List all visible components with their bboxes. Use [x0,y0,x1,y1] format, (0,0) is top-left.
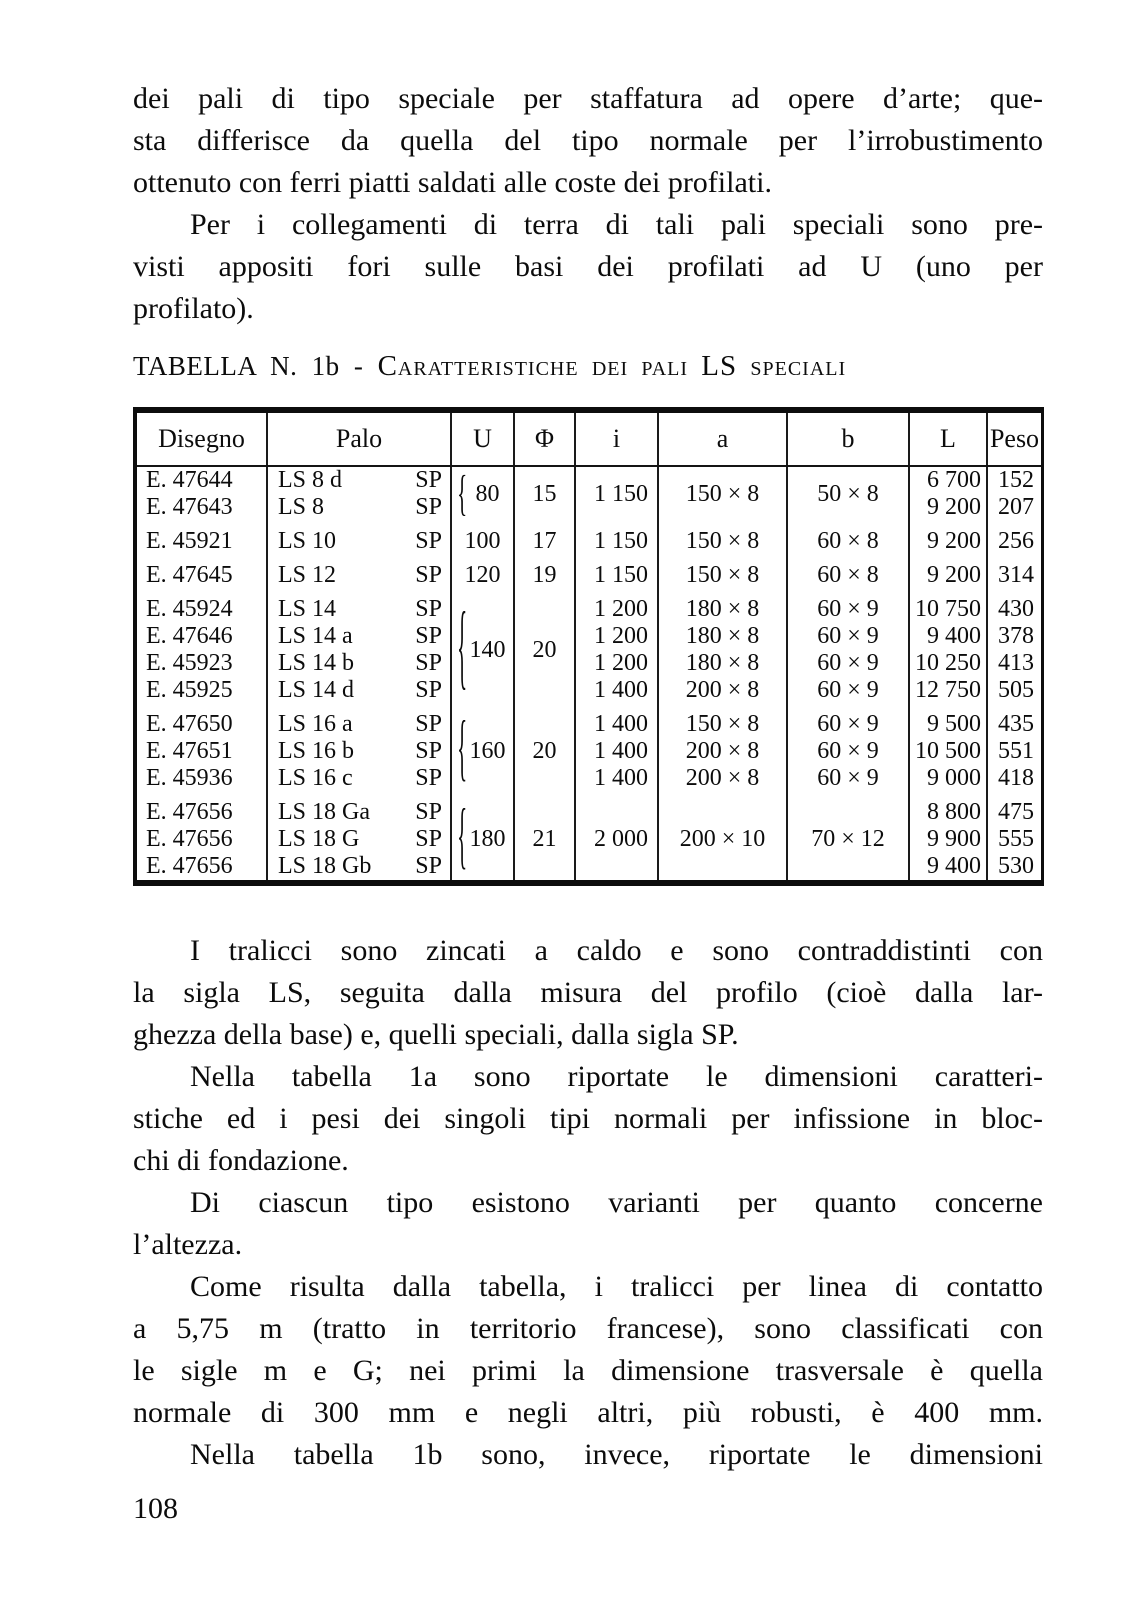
text-line: Nella tabella 1a sono riportate le dimensioni caratteri- [190,1060,1043,1093]
palo-name: LS 18 G [278,826,360,852]
cell-palo [267,623,451,650]
brace-icon: { [457,707,468,789]
header-i: i [575,413,658,466]
table-row [137,677,1041,704]
palo-name: LS 14 [278,596,337,622]
text-line: l’altezza. [133,1228,243,1261]
cell-palo [267,826,451,853]
header-u: U [451,413,514,466]
u-value: 160 [469,738,506,764]
table-caption-separator: - [353,351,364,381]
cell-peso: 475 [987,792,1041,826]
cell-peso: 505 [987,677,1041,704]
cell-b: 60 × 9 [787,650,909,677]
cell-palo [267,555,451,589]
palo-sp: SP [415,528,442,554]
cell-u [451,466,514,521]
cell-phi: 20 [514,589,575,704]
cell-peso: 430 [987,589,1041,623]
palo-sp: SP [415,711,442,737]
cell-u: 100 [451,521,514,555]
table-row [137,623,1041,650]
palo-name: LS 8 [278,494,325,520]
header-b: b [787,413,909,466]
paragraph-3 [133,930,1043,1056]
paragraph-7 [133,1434,1043,1476]
cell-b: 60 × 9 [787,677,909,704]
characteristics-table [133,407,1044,886]
cell-l: 8 800 [909,792,987,826]
palo-sp: SP [415,677,442,703]
palo-name: LS 16 a [278,711,353,737]
cell-b: 60 × 9 [787,738,909,765]
cell-l: 9 200 [909,555,987,589]
u-value: 80 [475,480,500,507]
cell-peso: 418 [987,765,1041,792]
table-caption [133,350,1043,383]
text-line: I tralicci sono zincati a caldo e sono contraddistinti con [190,934,1043,967]
text-line: le sigle m e G; nei primi la dimensione trasversale è quella [133,1354,1043,1387]
cell-peso: 530 [987,853,1041,880]
cell-peso: 152 [987,466,1041,494]
palo-sp: SP [415,596,442,622]
cell-l: 9 500 [909,704,987,738]
cell-b: 60 × 9 [787,765,909,792]
text-line: chi di fondazione. [133,1144,349,1177]
cell-i: 1 400 [575,677,658,704]
cell-a: 150 × 8 [658,555,787,589]
cell-disegno: E. 45923 [146,650,233,676]
cell-a: 200 × 8 [658,738,787,765]
text-line: sta differisce da quella del tipo normale per l’irrobustimento [133,124,1043,157]
cell-phi: 17 [514,521,575,555]
cell-l: 10 750 [909,589,987,623]
table-row [137,765,1041,792]
body-text-top [133,78,1043,330]
header-l: L [909,413,987,466]
cell-palo [267,650,451,677]
palo-sp: SP [415,765,442,791]
text-line: profilato). [133,292,254,325]
cell-b: 60 × 9 [787,704,909,738]
cell-peso: 256 [987,521,1041,555]
table-caption-label: TABELLA N. 1b [133,351,340,381]
header-a: a [658,413,787,466]
page-number: 108 [133,1492,178,1525]
cell-disegno: E. 47651 [146,738,233,764]
table-row [137,555,1041,589]
cell-b: 50 × 8 [787,466,909,521]
text-line: Di ciascun tipo esistono varianti per quanto concerne [190,1186,1043,1219]
cell-a: 200 × 10 [658,792,787,880]
cell-i: 1 150 [575,555,658,589]
cell-i: 1 400 [575,704,658,738]
cell-l: 9 900 [909,826,987,853]
text-line: dei pali di tipo speciale per staffatura ad opere d’arte; que- [133,82,1043,115]
cell-l: 10 250 [909,650,987,677]
cell-i: 1 150 [575,521,658,555]
table [137,413,1041,880]
cell-a: 150 × 8 [658,704,787,738]
table-row [137,738,1041,765]
cell-a: 200 × 8 [658,765,787,792]
cell-palo [267,466,451,494]
palo-sp: SP [415,467,442,493]
cell-palo [267,765,451,792]
cell-palo [267,677,451,704]
cell-peso: 551 [987,738,1041,765]
table-row [137,466,1041,494]
u-value: 180 [469,826,506,852]
palo-sp: SP [415,853,442,879]
palo-name: LS 12 [278,562,337,588]
cell-disegno: E. 47650 [146,711,233,737]
table-header-row [137,413,1041,466]
cell-l: 9 400 [909,853,987,880]
cell-i: 1 200 [575,623,658,650]
table-row [137,704,1041,738]
paragraph-6 [133,1266,1043,1434]
u-value: 140 [469,636,506,663]
header-disegno: Disegno [137,413,267,466]
cell-u [451,589,514,704]
cell-u [451,704,514,792]
cell-palo [267,704,451,738]
cell-a: 180 × 8 [658,589,787,623]
palo-sp: SP [415,562,442,588]
cell-peso: 314 [987,555,1041,589]
header-peso: Peso [987,413,1041,466]
palo-name: LS 10 [278,528,337,554]
cell-disegno: E. 47643 [146,494,233,520]
cell-a: 200 × 8 [658,677,787,704]
cell-a: 180 × 8 [658,650,787,677]
cell-palo [267,853,451,880]
palo-name: LS 8 d [278,467,343,493]
cell-peso: 555 [987,826,1041,853]
text-line: visti appositi fori sulle basi dei profilati ad U (uno per [133,250,1043,283]
cell-a: 150 × 8 [658,521,787,555]
cell-l: 9 200 [909,521,987,555]
text-line: ghezza della base) e, quelli speciali, dalla sigla SP. [133,1018,739,1051]
cell-phi: 19 [514,555,575,589]
brace-icon: { [457,594,468,699]
palo-name: LS 14 b [278,650,355,676]
cell-phi: 20 [514,704,575,792]
palo-name: LS 18 Gb [278,853,372,879]
text-line: ottenuto con ferri piatti saldati alle coste dei profilati. [133,166,772,199]
palo-name: LS 18 Ga [278,799,370,825]
cell-disegno: E. 45936 [146,765,233,791]
cell-palo [267,792,451,826]
cell-disegno: E. 45921 [146,528,233,554]
table-row [137,650,1041,677]
cell-l: 9 000 [909,765,987,792]
palo-sp: SP [415,799,442,825]
cell-i: 2 000 [575,792,658,880]
cell-i: 1 400 [575,765,658,792]
cell-l: 12 750 [909,677,987,704]
cell-i: 1 400 [575,738,658,765]
brace-icon: { [457,466,468,522]
cell-u [451,792,514,880]
cell-palo [267,521,451,555]
cell-b: 60 × 8 [787,555,909,589]
cell-disegno: E. 47644 [146,467,233,493]
paragraph-5 [133,1182,1043,1266]
paragraph-4 [133,1056,1043,1182]
cell-disegno: E. 47656 [146,853,233,879]
cell-i: 1 200 [575,650,658,677]
cell-l: 9 200 [909,494,987,521]
cell-a: 150 × 8 [658,466,787,521]
cell-i: 1 200 [575,589,658,623]
cell-b: 60 × 9 [787,623,909,650]
cell-i: 1 150 [575,466,658,521]
table-row [137,521,1041,555]
cell-palo [267,738,451,765]
cell-disegno: E. 45925 [146,677,233,703]
cell-u: 120 [451,555,514,589]
cell-peso: 435 [987,704,1041,738]
cell-b: 70 × 12 [787,792,909,880]
cell-b: 60 × 9 [787,589,909,623]
body-text-bottom [133,930,1043,1476]
cell-a: 180 × 8 [658,623,787,650]
palo-name: LS 16 b [278,738,355,764]
cell-palo [267,494,451,521]
table-row [137,792,1041,826]
cell-l: 6 700 [909,466,987,494]
brace-icon: { [457,795,468,877]
text-line: stiche ed i pesi dei singoli tipi normali per infissione in bloc- [133,1102,1043,1135]
cell-disegno: E. 45924 [146,596,233,622]
cell-phi: 15 [514,466,575,521]
text-line: Per i collegamenti di terra di tali pali speciali sono pre- [190,208,1043,241]
text-line: la sigla LS, seguita dalla misura del profilo (cioè dalla lar- [133,976,1043,1009]
cell-b: 60 × 8 [787,521,909,555]
paragraph-1 [133,78,1043,204]
palo-sp: SP [415,738,442,764]
palo-sp: SP [415,494,442,520]
cell-disegno: E. 47645 [146,562,233,588]
text-line: a 5,75 m (tratto in territorio francese), sono classificati con [133,1312,1043,1345]
text-line: Come risulta dalla tabella, i tralicci per linea di contatto [190,1270,1043,1303]
text-line: normale di 300 mm e negli altri, più robusti, è 400 mm. [133,1396,1043,1429]
text-line: Nella tabella 1b sono, invece, riportate le dimensioni [190,1438,1043,1471]
cell-peso: 207 [987,494,1041,521]
palo-sp: SP [415,650,442,676]
header-phi: Φ [514,413,575,466]
cell-disegno: E. 47646 [146,623,233,649]
palo-sp: SP [415,623,442,649]
cell-l: 9 400 [909,623,987,650]
palo-name: LS 14 d [278,677,355,703]
palo-name: LS 16 c [278,765,353,791]
header-palo: Palo [267,413,451,466]
table-row [137,589,1041,623]
cell-peso: 378 [987,623,1041,650]
cell-palo [267,589,451,623]
table-caption-title: Caratteristiche dei pali LS speciali [377,350,847,382]
cell-disegno: E. 47656 [146,799,233,825]
palo-name: LS 14 a [278,623,353,649]
cell-disegno: E. 47656 [146,826,233,852]
palo-sp: SP [415,826,442,852]
paragraph-2 [133,204,1043,330]
cell-l: 10 500 [909,738,987,765]
cell-peso: 413 [987,650,1041,677]
cell-phi: 21 [514,792,575,880]
